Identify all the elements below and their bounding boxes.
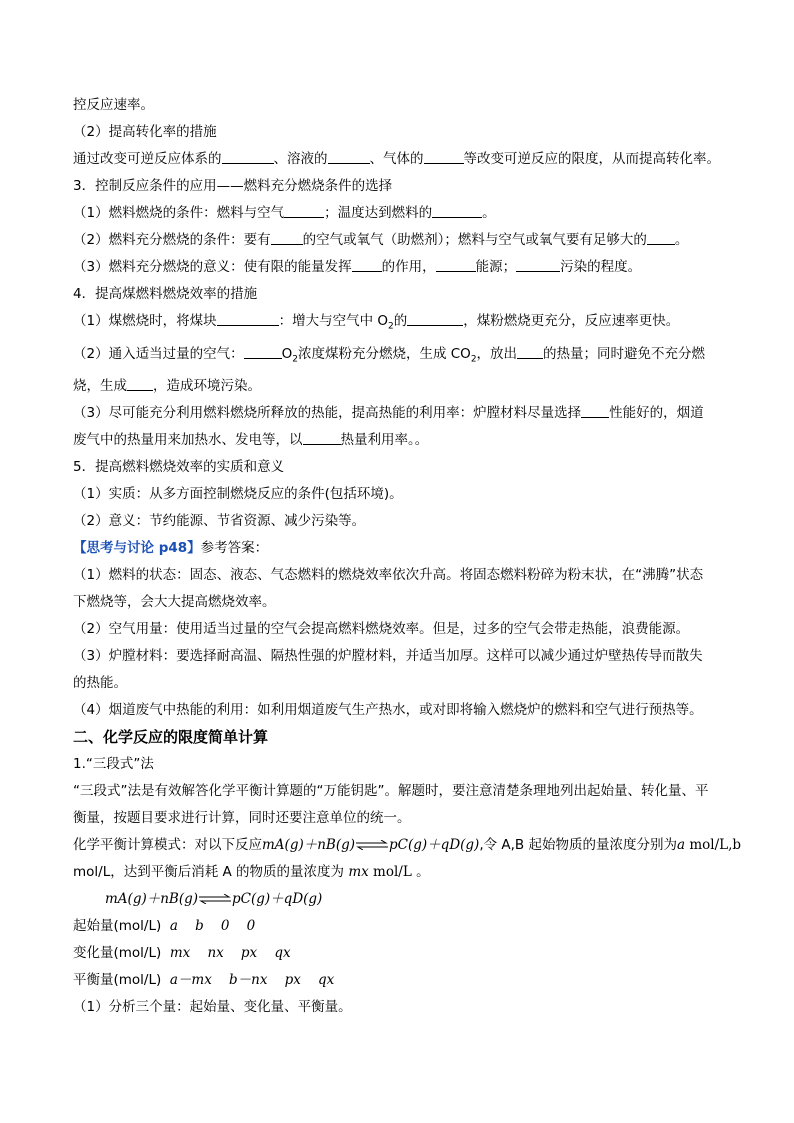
text-line bbox=[73, 751, 725, 778]
text: （1）实质：从多方面控制燃烧反应的条件(包括环境)。 bbox=[73, 486, 403, 503]
text: 、气体的 bbox=[369, 151, 424, 167]
text-line bbox=[73, 508, 725, 535]
fill-blank[interactable] bbox=[284, 203, 324, 218]
subscript: 2 bbox=[292, 354, 298, 365]
text: ，煤粉燃烧更充分，反应速率更快。 bbox=[463, 313, 680, 329]
text: 性能好的，烟道 bbox=[609, 405, 704, 422]
text: 浓度煤粉充分燃烧，生成 CO bbox=[297, 345, 471, 362]
text: （2）提高转化率的措施 bbox=[73, 124, 217, 140]
text: 的作用， bbox=[381, 259, 436, 275]
section-heading bbox=[73, 454, 725, 481]
fill-blank[interactable] bbox=[222, 149, 274, 164]
equation-right: pC(g)＋qD(g) bbox=[389, 837, 480, 854]
table-row bbox=[73, 940, 725, 967]
text-line bbox=[73, 92, 725, 119]
text: 等改变可逆反应的限度，从而提高转化率。 bbox=[463, 151, 720, 167]
fill-blank[interactable] bbox=[432, 203, 482, 218]
text: （2）燃料充分燃烧的条件：要有 bbox=[73, 232, 271, 248]
subscript: 2 bbox=[470, 354, 477, 365]
text: （1）分析三个量：起始量、变化量、平衡量。 bbox=[73, 999, 352, 1016]
text: 的空气或氧气（助燃剂）；燃料与空气或氧气要有足够大的 bbox=[302, 232, 647, 248]
text-line bbox=[73, 308, 725, 341]
text-line bbox=[73, 616, 725, 643]
text-line bbox=[73, 589, 725, 616]
text: 二、化学反应的限度简单计算 bbox=[73, 728, 269, 747]
fill-blank[interactable] bbox=[516, 257, 560, 272]
text: 的热能。 bbox=[73, 675, 127, 692]
variable: mx bbox=[348, 864, 369, 881]
text: 通过改变可逆反应体系的 bbox=[73, 151, 222, 167]
text-line bbox=[73, 562, 725, 589]
discussion-tag: 【思考与讨论 p48】 bbox=[73, 540, 201, 557]
text: 下燃烧等，会大大提高燃烧效率。 bbox=[73, 594, 276, 611]
text-line bbox=[73, 643, 725, 670]
text-line bbox=[73, 859, 725, 886]
text: ：增大与空气中 O bbox=[278, 313, 389, 329]
text: mol/L,b bbox=[685, 837, 742, 854]
variable: a bbox=[677, 837, 686, 854]
text-line bbox=[73, 481, 725, 508]
document-body bbox=[73, 92, 742, 1021]
fill-blank[interactable] bbox=[436, 257, 476, 272]
text: 烧，生成 bbox=[73, 378, 127, 395]
text-line bbox=[73, 832, 742, 859]
text: 能源； bbox=[475, 259, 517, 275]
fill-blank[interactable] bbox=[127, 376, 153, 391]
text-line bbox=[73, 254, 725, 281]
text: （3）炉膛材料：要选择耐高温、隔热性强的炉膛材料，并适当加厚。这样可以减少通过炉壁热传导而散失 bbox=[73, 648, 703, 665]
text: 4．提高煤燃料燃烧效率的措施 bbox=[73, 286, 258, 302]
fill-blank[interactable] bbox=[303, 430, 341, 445]
text-line bbox=[73, 805, 725, 832]
equation-left: mA(g)＋nB(g) bbox=[105, 891, 199, 908]
text: 废气中的热量用来加热水、发电等，以 bbox=[73, 432, 303, 449]
fill-blank[interactable] bbox=[271, 230, 303, 245]
text: 化学平衡计算模式：对以下反应 bbox=[73, 837, 262, 854]
text-line bbox=[73, 994, 725, 1021]
text: O bbox=[281, 345, 293, 362]
text-line bbox=[73, 227, 725, 254]
text-line bbox=[73, 778, 725, 805]
fill-blank[interactable] bbox=[328, 149, 370, 164]
row-values: a－mx b－nx px qx bbox=[169, 972, 335, 989]
text: （2）意义：节约能源、节省资源、减少污染等。 bbox=[73, 513, 366, 530]
text: 。 bbox=[482, 205, 496, 221]
fill-blank[interactable] bbox=[217, 311, 279, 326]
row-values: a b 0 0 bbox=[169, 918, 256, 935]
text-line bbox=[73, 146, 725, 173]
text: 1.“三段式”法 bbox=[73, 756, 154, 773]
text: ，放出 bbox=[476, 345, 518, 362]
text-line bbox=[73, 535, 725, 562]
text: （3）尽可能充分利用燃料燃烧所释放的热能，提高热能的利用率：炉膛材料尽量选择 bbox=[73, 405, 582, 422]
text: 的热量；同时避免不充分燃 bbox=[543, 345, 706, 362]
text: （2）空气用量：使用适当过量的空气会提高燃料燃烧效率。但是，过多的空气会带走热能，浪费能源。 bbox=[73, 621, 690, 638]
text: 。 bbox=[674, 232, 689, 248]
text: 的 bbox=[393, 313, 408, 329]
text: （3）燃料充分燃烧的意义：使有限的能量发挥 bbox=[73, 259, 352, 275]
text-line bbox=[73, 341, 725, 374]
text: 热量利用率。。 bbox=[340, 432, 429, 449]
fill-blank[interactable] bbox=[407, 311, 463, 326]
text: （1）燃料燃烧的条件：燃料与空气 bbox=[73, 205, 285, 221]
section-title bbox=[73, 724, 725, 751]
text: 参考答案： bbox=[200, 540, 269, 557]
text-line bbox=[73, 200, 725, 227]
text-line bbox=[73, 400, 725, 427]
row-values: mx nx px qx bbox=[169, 945, 291, 962]
fill-blank[interactable] bbox=[424, 149, 464, 164]
fill-blank[interactable] bbox=[581, 403, 609, 418]
text: mol/L 。 bbox=[368, 864, 430, 881]
section-heading bbox=[73, 173, 725, 200]
fill-blank[interactable] bbox=[517, 344, 543, 359]
text: ，造成环境污染。 bbox=[153, 378, 261, 395]
text: 污染的程度。 bbox=[560, 259, 642, 275]
text: 5．提高燃料燃烧效率的实质和意义 bbox=[73, 459, 285, 476]
text: “三段式”法是有效解答化学平衡计算题的“万能钥匙”。解题时，要注意清楚条理地列出起始量、转化量、平 bbox=[73, 783, 709, 800]
equation-right: pC(g)＋qD(g) bbox=[232, 891, 323, 908]
text: （2）通入适当过量的空气： bbox=[73, 345, 244, 362]
text: （1）燃料的状态：固态、液态、气态燃料的燃烧效率依次升高。将固态燃料粉碎为粉末状，在“沸腾”状态 bbox=[73, 567, 704, 584]
equation-line bbox=[73, 886, 725, 913]
text-line bbox=[73, 670, 725, 697]
text-line bbox=[73, 697, 725, 724]
equilibrium-arrow-icon bbox=[355, 840, 389, 850]
text: 衡量，按题目要求进行计算，同时还要注意单位的统一。 bbox=[73, 810, 411, 827]
text: 3．控制反应条件的应用——燃料充分燃烧条件的选择 bbox=[73, 178, 393, 194]
text: 、溶液的 bbox=[273, 151, 328, 167]
text: 控反应速率。 bbox=[73, 97, 154, 113]
text-line bbox=[73, 373, 725, 400]
text: ,令 A,B 起始物质的量浓度分别为 bbox=[479, 837, 677, 854]
section-heading bbox=[73, 281, 725, 308]
subscript: 2 bbox=[388, 321, 394, 332]
equilibrium-arrow-icon bbox=[198, 894, 232, 904]
text-line bbox=[73, 119, 725, 146]
row-label: 变化量(mol/L) bbox=[73, 945, 162, 962]
fill-blank[interactable] bbox=[352, 257, 382, 272]
fill-blank[interactable] bbox=[647, 230, 675, 245]
fill-blank[interactable] bbox=[244, 344, 282, 359]
text-line bbox=[73, 427, 725, 454]
row-label: 平衡量(mol/L) bbox=[73, 972, 162, 989]
text: （1）煤燃烧时，将煤块 bbox=[73, 313, 217, 329]
table-row bbox=[73, 913, 725, 940]
text: （4）烟道废气中热能的利用：如利用烟道废气生产热水，或对即将输入燃烧炉的燃料和空气进行预热等。 bbox=[73, 702, 703, 719]
text: ；温度达到燃料的 bbox=[324, 205, 433, 221]
row-label: 起始量(mol/L) bbox=[73, 918, 162, 935]
text: mol/L，达到平衡后消耗 A 的物质的量浓度为 bbox=[73, 864, 349, 881]
table-row bbox=[73, 967, 725, 994]
equation-left: mA(g)＋nB(g) bbox=[262, 837, 356, 854]
